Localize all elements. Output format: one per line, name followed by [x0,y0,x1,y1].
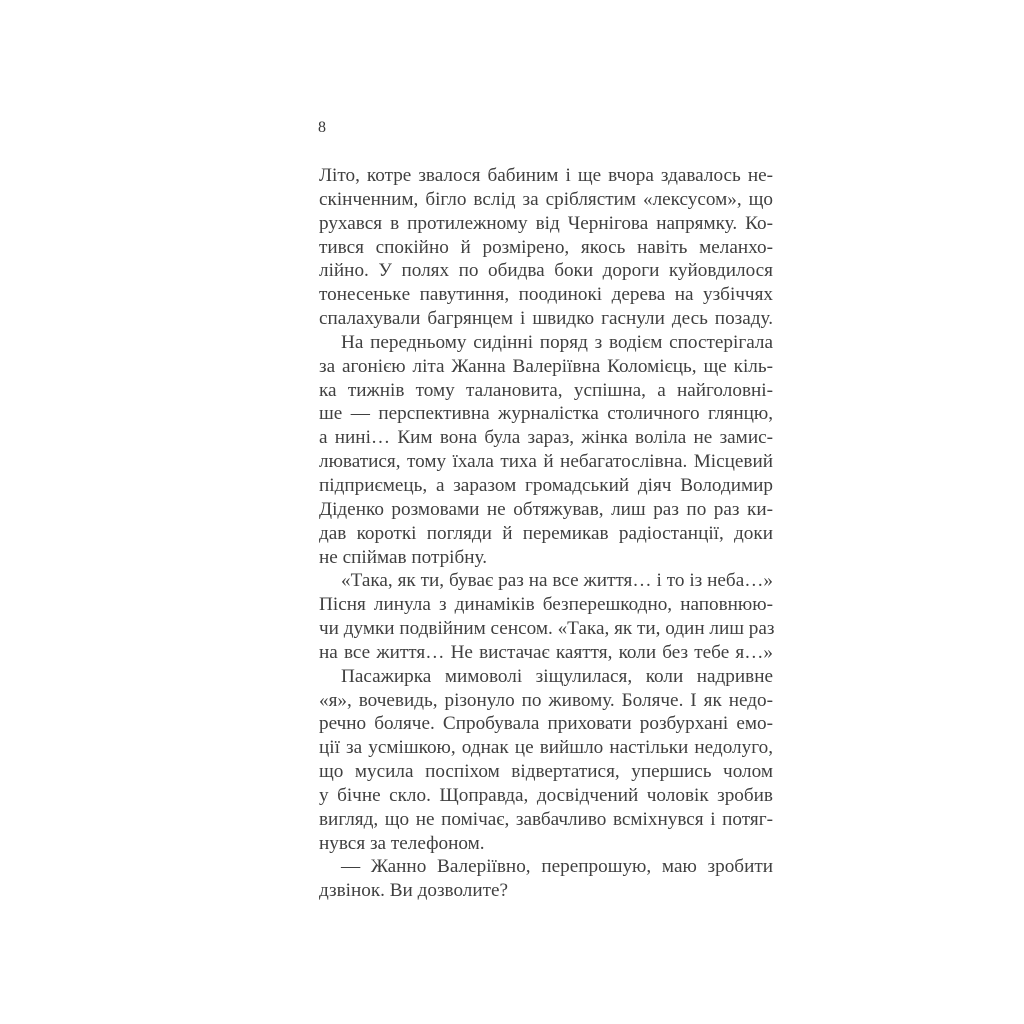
text-line: дзвінок. Ви дозволите? [319,880,509,902]
text-line: вигляд, що не помічає, завбачливо всміхнувся і потяг- [319,808,773,830]
text-line: речно боляче. Спробувала приховати розбурхані емо- [319,713,773,735]
body-text [319,164,773,903]
text-line: за агонією літа Жанна Валеріївна Коломієць, ще кіль- [319,355,773,377]
paragraph-5 [319,855,773,903]
text-line: тонесенькe павутиння, поодинокі дерева на узбіччях [319,284,773,306]
text-line: ше — перспективна журналістка столичного глянцю, [319,403,773,425]
text-line: а нині… Ким вона була зараз, жінка воліла не замис- [319,427,773,449]
paragraph-4 [319,665,773,856]
text-line: На передньому сидінні поряд з водієм спостерігала [341,331,773,353]
text-line: Літо, котре звалося бабиним і ще вчора здавалось не- [319,165,773,186]
text-line: — Жанно Валеріївно, перепрошую, маю зробити [341,856,773,878]
text-line: тився спокійно й розмірено, якось навіть меланхо- [319,236,773,258]
paragraph-1 [319,164,773,331]
text-line: дав короткі погляди й перемикав радіостанції, доки [319,522,773,544]
text-line: «я», вочевидь, різонуло по живому. Боляче. І як недо- [319,689,773,711]
text-line: чи думки подвійним сенсом. «Така, як ти, один лиш раз [319,618,775,640]
text-line: на все життя… Не вистачає каяття, коли без тебе я…» [319,641,773,663]
page-number: 8 [318,119,326,136]
text-line: ка тижнів тому талановита, успішна, а найголовні- [319,379,773,401]
text-line: що мусила поспіхом відвертатися, упершись чолом [319,761,773,783]
text-line: люватися, тому їхала тиха й небагатослівна. Місцевий [319,451,773,473]
paragraph-3 [319,569,773,664]
text-line: Пісня линула з динаміків безперешкодно, наповнюю- [319,594,773,616]
paragraph-2 [319,331,773,569]
text-line: «Така, як ти, буває раз на все життя… і то із неба…» [341,570,773,592]
text-line: ції за усмішкою, однак це вийшло настільки недолуго, [319,737,773,759]
text-line: рухався в протилежному від Чернігова напрямку. Ко- [319,212,773,234]
text-line: лійно. У полях по обидва боки дороги куйовдилося [319,260,773,282]
text-line: не спіймав потрібну. [319,546,488,568]
text-line: скінченним, бігло вслід за сріблястим «лексусом», що [319,188,773,210]
text-line: спалахували багрянцем і швидко гаснули десь позаду. [319,308,773,330]
text-line: у бічне скло. Щоправда, досвідчений чоловік зробив [319,784,773,806]
text-line: Діденко розмовами не обтяжував, лиш раз по раз ки- [319,498,773,520]
text-line: нувся за телефоном. [319,832,485,854]
text-line: Пасажирка мимоволі зіщулилася, коли надривне [341,665,773,687]
text-line: підприємець, а заразом громадський діяч Володимир [319,474,773,496]
